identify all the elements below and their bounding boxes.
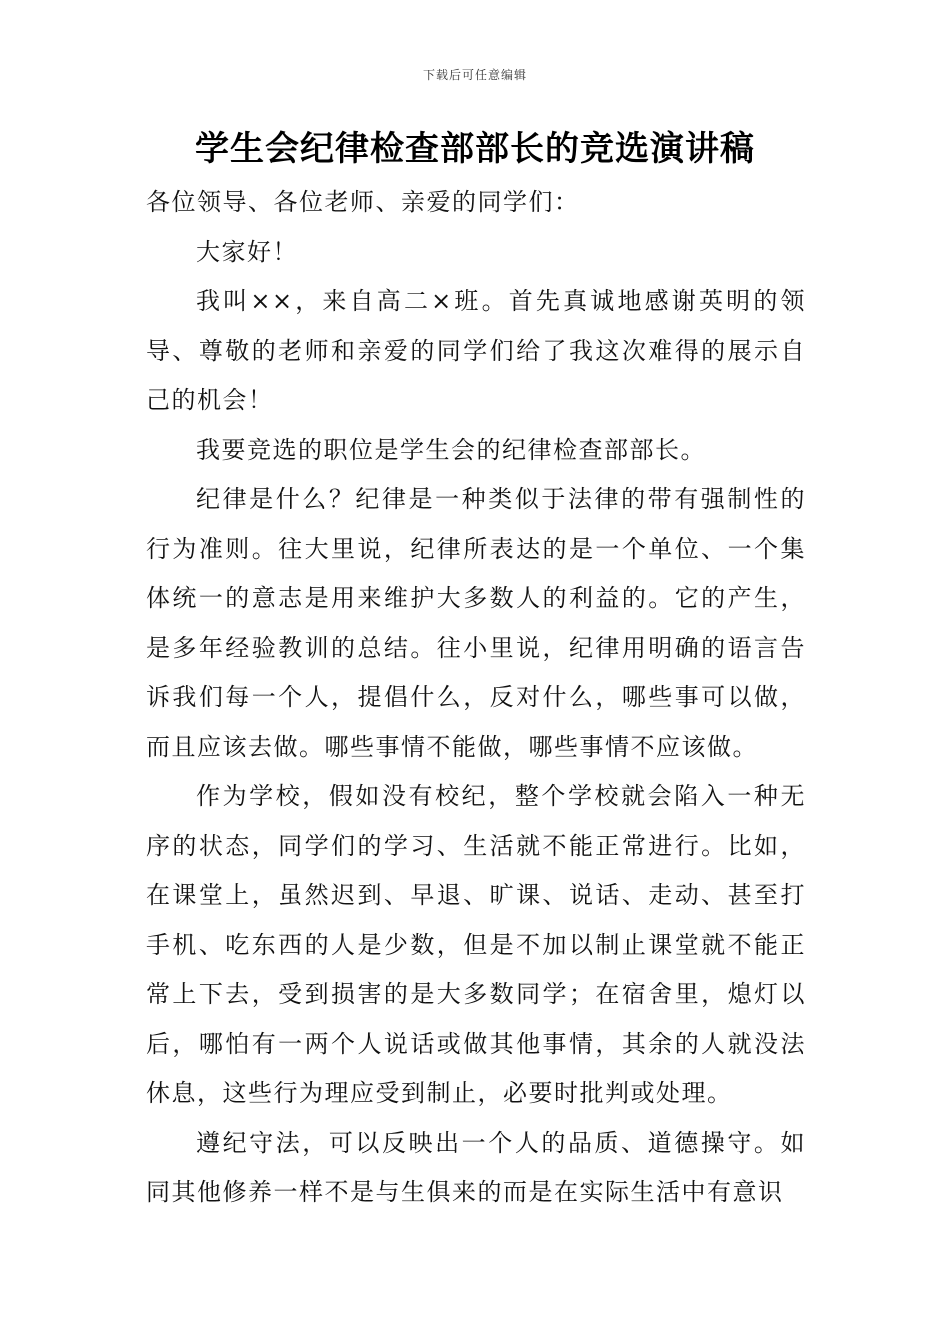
paragraph: 作为学校，假如没有校纪，整个学校就会陷入一种无序的状态，同学们的学习、生活就不能正常进行。比如，在课堂上，虽然迟到、早退、旷课、说话、走动、甚至打手机、吃东西的人是少数，但是不加以制止课堂就不能正常上下去，受到损害的是大多数同学；在宿舍里，熄灯以后，哪怕有一两个人说话或做其他事情，其余的人就没法休息，这些行为理应受到制止，必要时批判或处理。 [146,782,806,1107]
paragraph: 各位领导、各位老师、亲爱的同学们： [146,188,580,216]
document-title: 学生会纪律检查部部长的竞选演讲稿 [195,129,755,169]
paragraph: 我叫××，来自高二×班。首先真诚地感谢英明的领导、尊敬的老师和亲爱的同学们给了我这次难得的展示自己的机会！ [146,287,806,414]
paragraph: 遵纪守法，可以反映出一个人的品质、道德操守。如同其他修养一样不是与生俱来的而是在实际生活中有意识 [146,1128,806,1206]
document-body [146,178,806,1218]
header-note: 下载后可任意编辑 [422,68,527,82]
paragraph: 我要竞选的职位是学生会的纪律检查部部长。 [196,435,706,464]
paragraph: 纪律是什么？纪律是一种类似于法律的带有强制性的行为准则。往大里说，纪律所表达的是一个单位、一个集体统一的意志是用来维护大多数人的利益的。它的产生，是多年经验教训的总结。往小里说，纪律用明确的语言告诉我们每一个人，提倡什么，反对什么，哪些事可以做，而且应该去做。哪些事情不能做，哪些事情不应该做。 [146,485,806,761]
paragraph: 大家好！ [196,237,298,266]
